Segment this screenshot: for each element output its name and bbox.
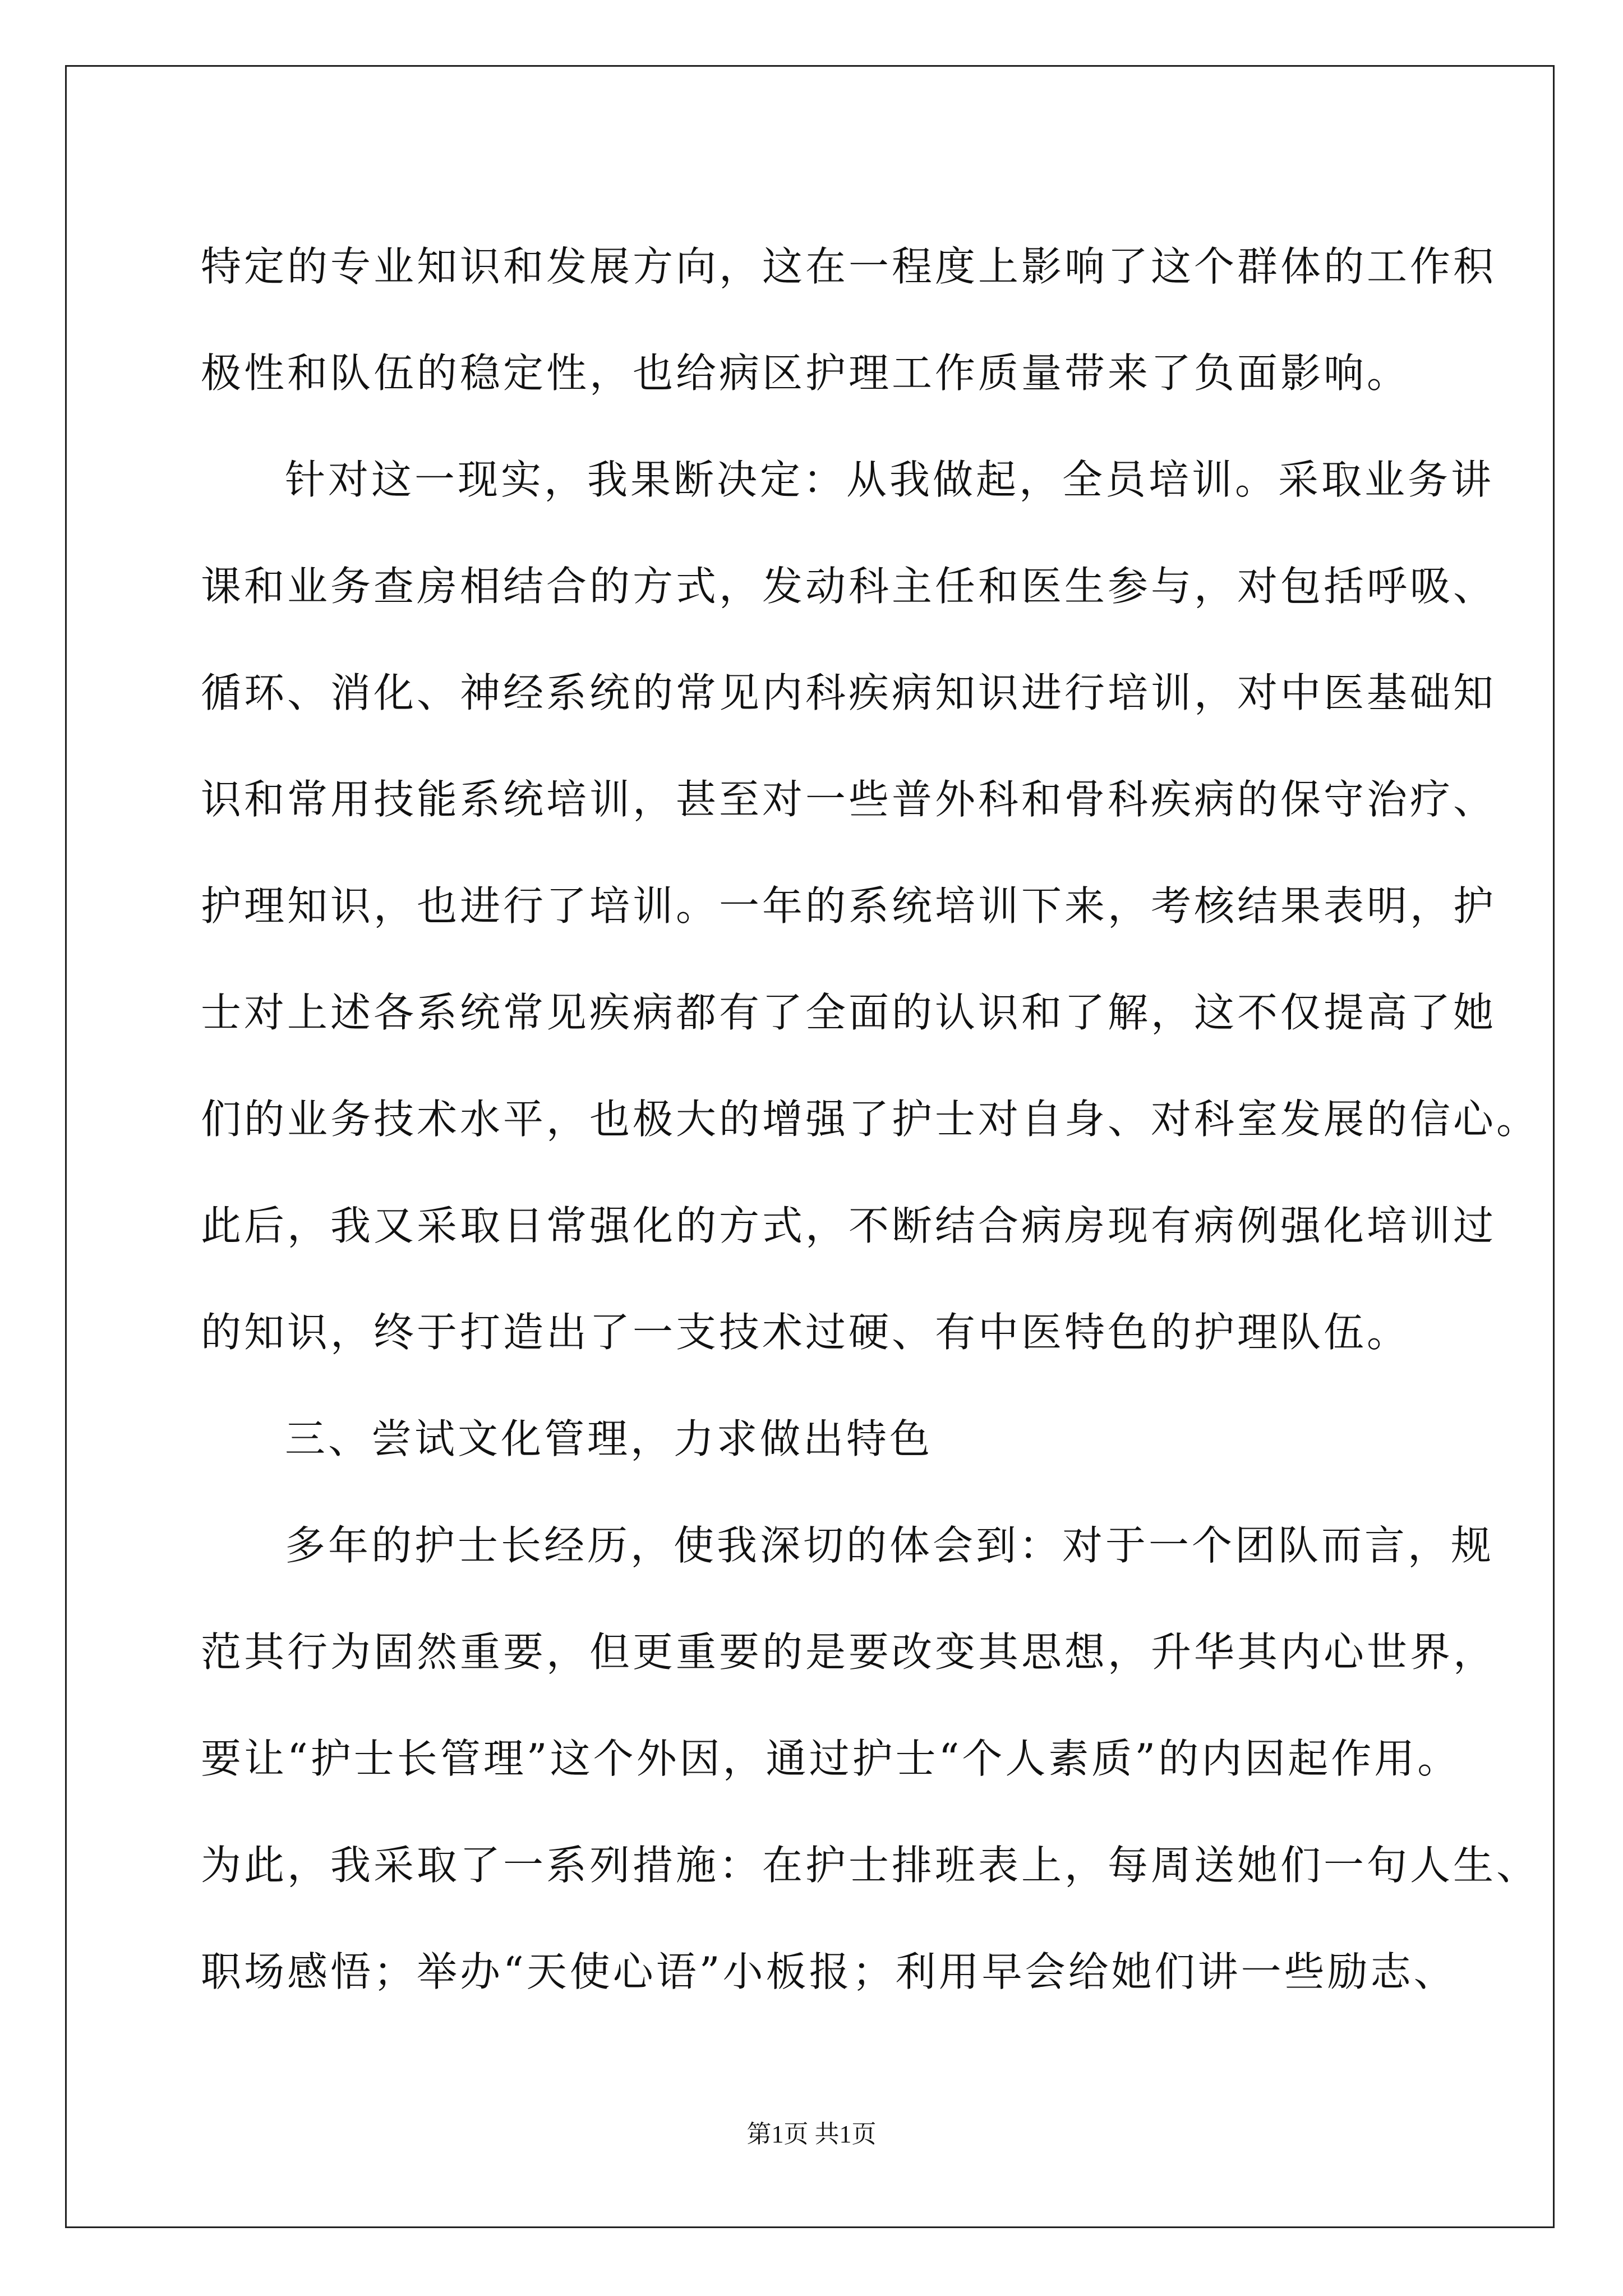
text-line: 三、尝试文化管理，力求做出特色	[285, 1415, 933, 1462]
text-line: 多年的护士长经历，使我深切的体会到：对于一个团队而言，规	[285, 1522, 1495, 1569]
text-line: 极性和队伍的稳定性，也给病区护理工作质量带来了负面影响。	[201, 349, 1410, 397]
text-line: 护理知识，也进行了培训。一年的系统培训下来，考核结果表明，护	[201, 882, 1497, 930]
text-line: 的知识，终于打造出了一支技术过硬、有中医特色的护理队伍。	[201, 1309, 1410, 1356]
text-line: 职场感悟；举办“天使心语”小板报；利用早会给她们讲一些励志、	[201, 1948, 1457, 1995]
text-line: 们的业务技术水平，也极大的增强了护士对自身、对科室发展的信心。	[201, 1096, 1540, 1143]
page-footer: 第1页 共1页	[746, 2120, 877, 2148]
text-line: 此后，我又采取日常强化的方式，不断结合病房现有病例强化培训过	[201, 1202, 1497, 1249]
text-line: 针对这一现实，我果断决定：从我做起，全员培训。采取业务讲	[285, 456, 1495, 503]
text-line: 要让“护士长管理”这个外因，通过护士“个人素质”的内因起作用。	[201, 1735, 1461, 1782]
text-line: 课和业务查房相结合的方式，发动科主任和医生参与，对包括呼吸、	[201, 563, 1497, 610]
text-line: 特定的专业知识和发展方向，这在一程度上影响了这个群体的工作积	[201, 243, 1497, 290]
text-line: 为此，我采取了一系列措施：在护士排班表上，每周送她们一句人生、	[201, 1842, 1540, 1889]
document-body	[201, 213, 1540, 2025]
text-line: 识和常用技能系统培训，甚至对一些普外科和骨科疾病的保守治疗、	[201, 776, 1497, 823]
text-line: 循环、消化、神经系统的常见内科疾病知识进行培训，对中医基础知	[201, 669, 1497, 716]
text-line: 士对上述各系统常见疾病都有了全面的认识和了解，这不仅提高了她	[201, 989, 1497, 1036]
text-line: 范其行为固然重要，但更重要的是要改变其思想，升华其内心世界，	[201, 1628, 1497, 1676]
